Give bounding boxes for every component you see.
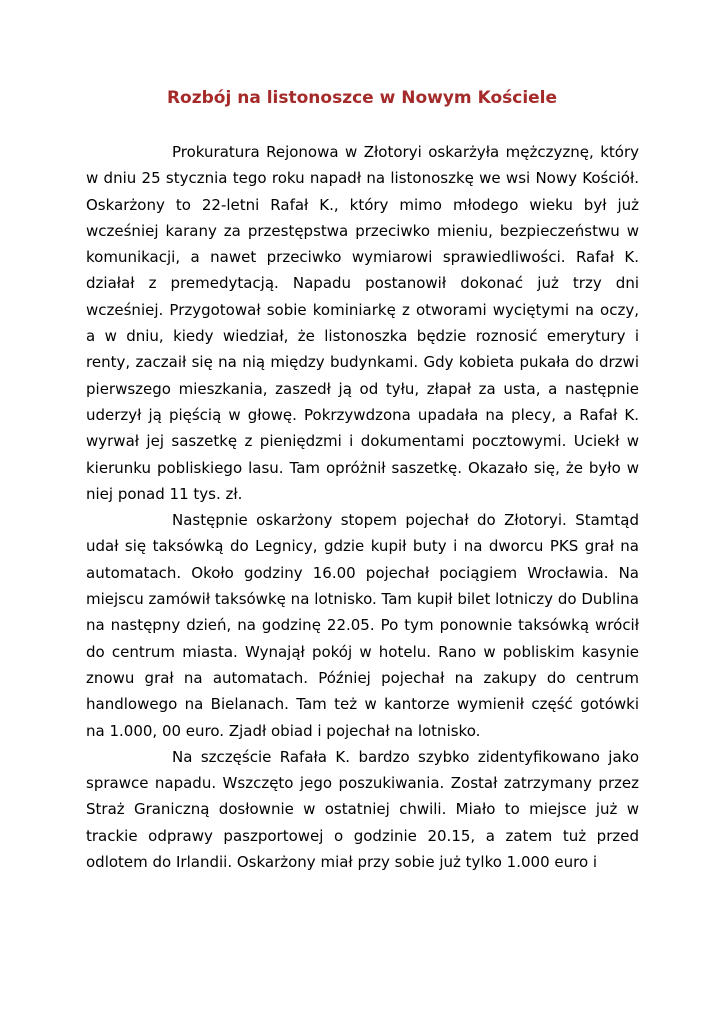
paragraph: Prokuratura Rejonowa w Złotoryi oskarżyła mężczyznę, który w dniu 25 stycznia tego roku napadł na listonoszkę we wsi Nowy Kościół. Oskarżony to 22-letni Rafał K., który mimo młodego wieku był już wcześniej karany za przestępstwa przeciwko mieniu, bezpieczeństwu w komunikacji, a nawet przeciwko wymiarowi sprawiedliwości. Rafał K. działał z premedytacją. Napadu postanowił dokonać już trzy dni wcześniej. Przygotował sobie kominiarkę z otworami wyciętymi na oczy, a w dniu, kiedy wiedział, że listonoszka będzie roznosić emerytury i renty, zaczaił się na nią między budynkami. Gdy kobieta pukała do drzwi pierwszego mieszkania, zaszedł ją od tyłu, złapał za usta, a następnie uderzył ją pięścią w głowę. Pokrzywdzona upadała na plecy, a Rafał K. wyrwał jej saszetkę z pieniędzmi i dokumentami pocztowymi. Uciekł w kierunku pobliskiego lasu. Tam opróżnił saszetkę. Okazało się, że było w niej ponad 11 tys. zł. [86, 143, 639, 503]
document-body [86, 139, 639, 875]
paragraph: Na szczęście Rafała K. bardzo szybko zidentyfikowano jako sprawce napadu. Wszczęto jego poszukiwania. Został zatrzymany przez Straż Graniczną dosłownie w ostatniej chwili. Miało to miejsce już w trackie odprawy paszportowej o godzinie 20.15, a zatem tuż przed odlotem do Irlandii. Oskarżony miał przy sobie już tylko 1.000 euro i [86, 747, 639, 872]
paragraph: Następnie oskarżony stopem pojechał do Złotoryi. Stamtąd udał się taksówką do Legnicy, gdzie kupił buty i na dworcu PKS grał na automatach. Około godziny 16.00 pojechał pociągiem Wrocławia. Na miejscu zamówił taksówkę na lotnisko. Tam kupił bilet lotniczy do Dublina na następny dzień, na godzinę 22.05. Po tym ponownie taksówką wrócił do centrum miasta. Wynajął pokój w hotelu. Rano w pobliskim kasynie znowu grał na automatach. Później pojechał na zakupy do centrum handlowego na Bielanach. Tam też w kantorze wymienił część gotówki na 1.000, 00 euro. Zjadł obiad i pojechał na lotnisko. [86, 511, 639, 740]
document-title: Rozbój na listonoszce w Nowym Kościele [166, 88, 558, 108]
